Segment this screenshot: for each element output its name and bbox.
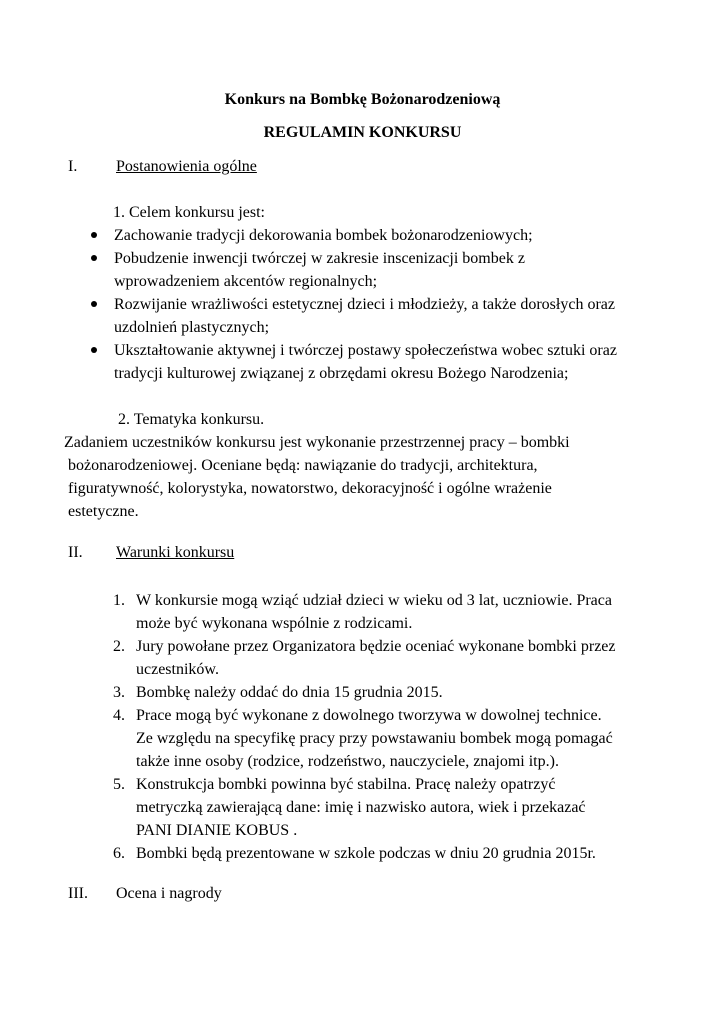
section-3-title: Ocena i nagrody [116,885,222,902]
paragraph-line: bożonarodzeniowej. Oceniane będą: nawiązanie do tradycji, architektura, [68,457,538,474]
list-item-continued: PANI DIANIE KOBUS . [136,822,298,839]
list-number: 2. [113,638,125,655]
paragraph-line: estetyczne. [68,503,139,520]
list-item: Prace mogą być wykonane z dowolnego tworzywa w dowolnej technice. [136,707,602,724]
document-subtitle: REGULAMIN KONKURSU [263,124,462,141]
bullet-item-continued: uzdolnień plastycznych; [114,319,270,336]
list-item: Jury powołane przez Organizatora będzie oceniać wykonane bombki przez [136,638,616,655]
list-item: Bombki będą prezentowane w szkole podczas w dniu 20 grudnia 2015r. [136,845,596,862]
bullet-item: Ukształtowanie aktywnej i twórczej postawy społeczeństwa wobec sztuki oraz [114,342,617,359]
bullet-icon [91,255,97,261]
list-number: 6. [113,845,125,862]
section-2-title: Warunki konkursu [116,544,235,561]
paragraph-line: Zadaniem uczestników konkursu jest wykonanie przestrzennej pracy – bombki [64,434,570,451]
bullet-item: Zachowanie tradycji dekorowania bombek bożonarodzeniowych; [114,227,533,244]
section-1-number: I. [68,158,78,175]
list-item: Konstrukcja bombki powinna być stabilna. Pracę należy opatrzyć [136,776,556,793]
list-item-continued: także inne osoby (rodzice, rodzeństwo, nauczyciele, znajomi itp.). [136,753,559,770]
list-item-continued: może być wykonana wspólnie z rodzicami. [136,615,413,632]
section-1-title: Postanowienia ogólne [116,158,257,175]
section-1-point-1-label: 1. Celem konkursu jest: [113,204,265,221]
bullet-item-continued: tradycji kulturowej związanej z obrzędami okresu Bożego Narodzenia; [114,365,569,382]
section-1-point-2-label: 2. Tematyka konkursu. [118,411,265,428]
list-item: W konkursie mogą wziąć udział dzieci w wieku od 3 lat, uczniowie. Praca [136,592,612,609]
list-item-continued: metryczką zawierającą dane: imię i nazwisko autora, wiek i przekazać [136,799,586,816]
bullet-icon [91,232,97,238]
list-item-continued: uczestników. [136,661,219,678]
bullet-item: Rozwijanie wrażliwości estetycznej dzieci i młodzieży, a także dorosłych oraz [114,296,615,313]
bullet-item-continued: wprowadzeniem akcentów regionalnych; [114,273,378,290]
section-3-number: III. [68,885,88,902]
list-number: 5. [113,776,125,793]
section-2-number: II. [68,544,83,561]
list-item: Bombkę należy oddać do dnia 15 grudnia 2015. [136,684,443,701]
bullet-item: Pobudzenie inwencji twórczej w zakresie inscenizacji bombek z [114,250,525,267]
list-number: 1. [113,592,125,609]
document-title: Konkurs na Bombkę Bożonarodzeniową [224,91,501,108]
list-item-continued: Ze względu na specyfikę pracy przy powstawaniu bombek mogą pomagać [136,730,613,747]
list-number: 3. [113,684,125,701]
paragraph-line: figuratywność, kolorystyka, nowatorstwo, dekoracyjność i ogólne wrażenie [68,480,552,497]
list-number: 4. [113,707,125,724]
bullet-icon [91,301,97,307]
bullet-icon [91,347,97,353]
